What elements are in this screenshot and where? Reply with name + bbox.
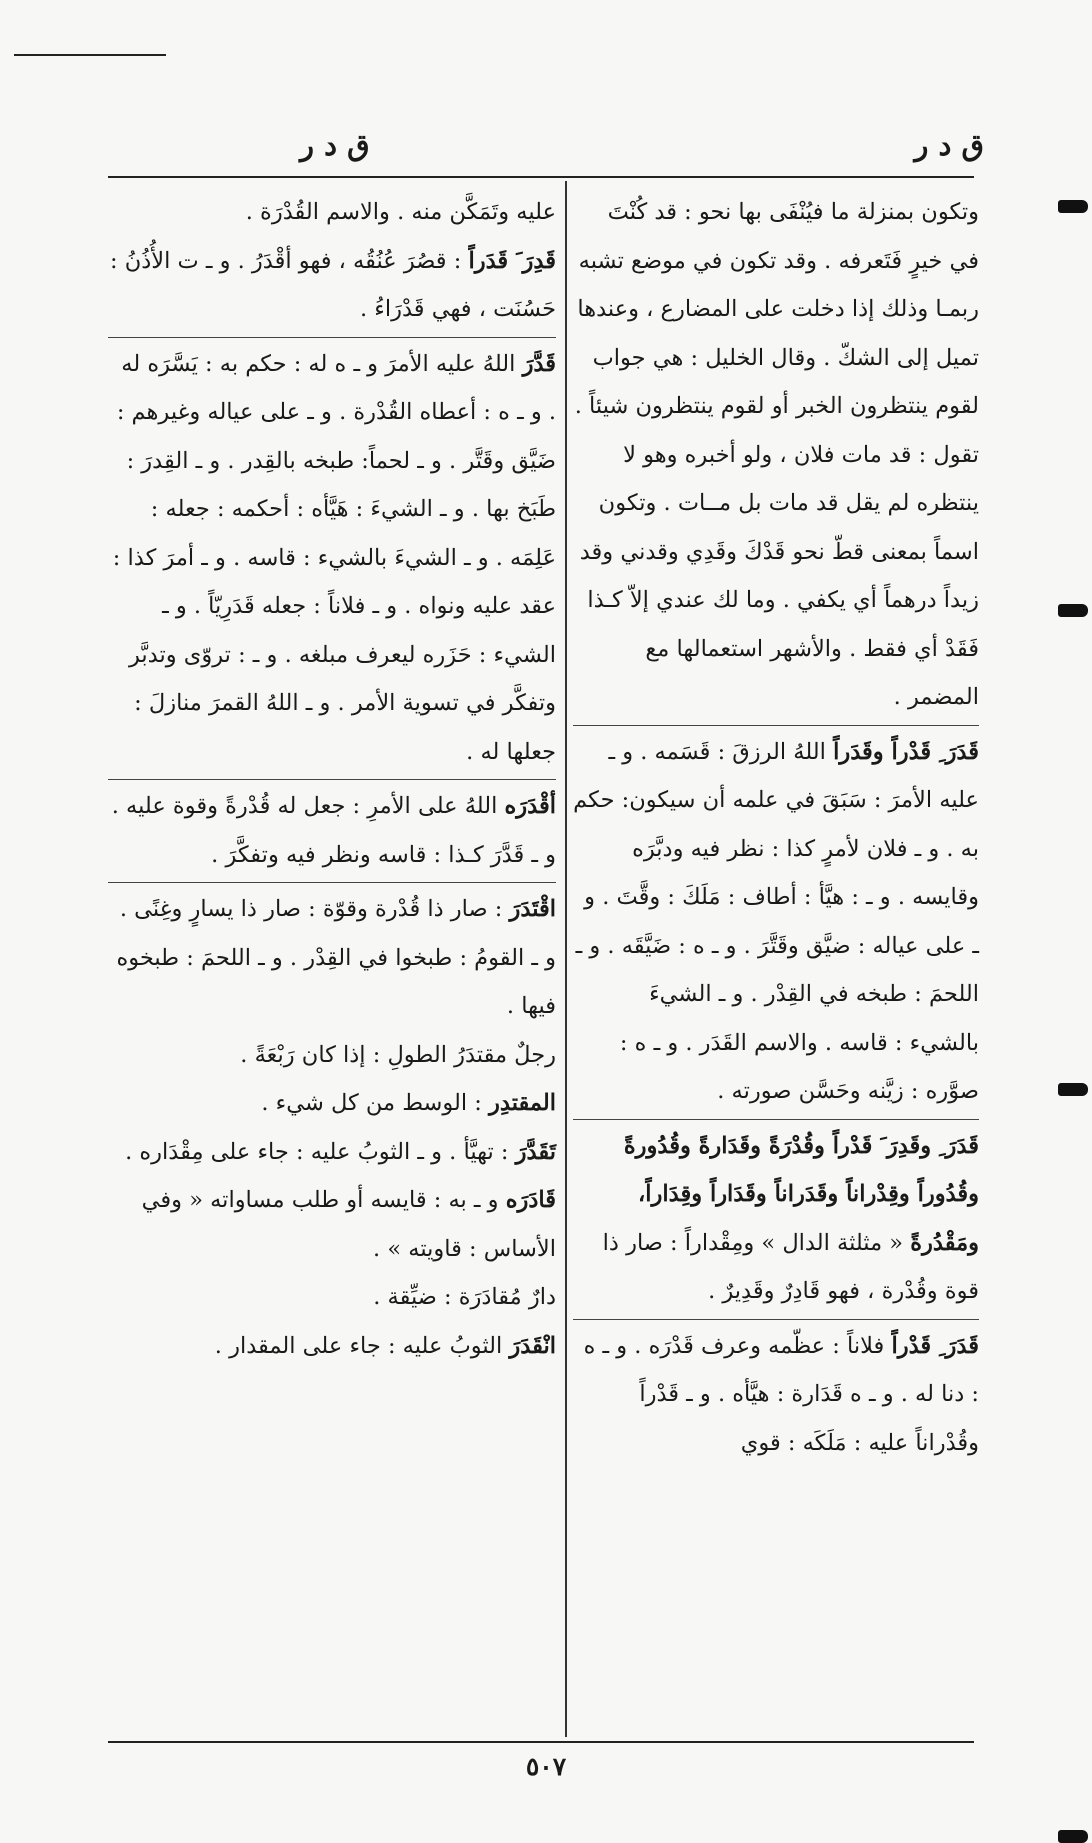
entry-headword: المقتدِر bbox=[489, 1090, 556, 1116]
footer-rule bbox=[108, 1741, 974, 1743]
dictionary-entry bbox=[573, 188, 979, 722]
margin-mark bbox=[1058, 604, 1088, 617]
entry-definition: اللهُ على الأمرِ : جعل له قُدْرةً وقوة عليه . و ـ قَدَّرَ كـذا : قاسه ونظر فيه وتفكَّرَ . bbox=[111, 793, 556, 868]
entry-definition: الثوبُ عليه : جاء على المقدار . bbox=[214, 1332, 503, 1359]
entry-definition: و ـ به : قايسه أو طلب مساواته « وفي الأساس : قاويته » . bbox=[141, 1187, 556, 1262]
entry-headword: أقْدَرَه bbox=[504, 793, 556, 819]
entry-definition: : قصُرَ عُنُقُه ، فهو أقْدَرُ . و ـ ت الأُذُنُ : حَسُنَت ، فهي قَدْرَاءُ . bbox=[110, 247, 556, 322]
entry-definition: اللهُ الرزقَ : قَسَمه . و ـ عليه الأمرَ : سَبَقَ في علمه أن سيكون: حكم به . و ـ فلان لأمرٍ كذا : نظر فيه ودبَّرَه وقايسه . و ـ : هيَّأ : أطاف : مَلَكَ : وقَّتَ . و ـ على عياله : ضيَّق وقَتَّرَ . و ـ ه : ضَيَّقَه . و ـ اللحمَ : طبخه في القِدْر . و ـ الشيءَ بالشيء : قاسه . والاسم القَدَر . و ـ ه : صوَّره : زيَّنه وحَسَّن صورته . bbox=[573, 738, 979, 1104]
entry-headword: قَدَّرَ bbox=[522, 350, 556, 377]
dictionary-entry bbox=[108, 779, 556, 879]
margin-mark bbox=[1058, 1830, 1088, 1843]
entry-definition: اللهُ عليه الأمرَ و ـ ه له : حكم به : يَسَّرَه له . و ـ ه : أعطاه القُدْرة . و ـ على عياله وغيرهم : ضَيَّق وقَتَّر . و ـ لحماً: طبخه بالقِدر . و ـ القِدرَ : طَبَخ بها . و ـ الشيءَ : هَيَّأه : أحكمه : جعله : عَلِمَه . و ـ الشيءَ بالشيء : قاسه . و ـ أمرَ كذا : عقد عليه ونواه . و ـ فلاناً : جعله قَدَرِيّاً . و ـ الشيء : حَزَره ليعرف مبلغه . و ـ : تروّى وتدبَّر وتفكَّر في تسوية الأمر . و ـ اللهُ القمرَ منازلَ : جعلها له . bbox=[112, 350, 556, 765]
dictionary-entry bbox=[108, 1128, 556, 1177]
entry-headword: اقْتَدَرَ bbox=[509, 896, 556, 922]
entry-definition: « مثلثة الدال » ومِقْداراً : صار ذا قوة وقُدْرة ، فهو قَادِرٌ وقَدِيرٌ . bbox=[602, 1229, 979, 1304]
dictionary-entry bbox=[108, 237, 556, 334]
dictionary-entry bbox=[573, 1319, 979, 1468]
entry-definition: فلاناً : عظّمه وعرف قَدْرَه . و ـ ه : دنا له . و ـ ه قَدَارة : هيَّأه . و ـ قَدْراً وقُدْراناً عليه : مَلَكَه : قوي bbox=[583, 1332, 979, 1456]
right-column bbox=[573, 188, 979, 1467]
entry-definition: : تهيَّأ . و ـ الثوبُ عليه : جاء على مِقْدَاره . bbox=[125, 1138, 509, 1165]
dictionary-entry bbox=[108, 1031, 556, 1080]
top-left-rule bbox=[14, 54, 166, 56]
dictionary-entry bbox=[108, 1273, 556, 1322]
entry-headword: انْقَدَرَ bbox=[509, 1332, 556, 1359]
entry-definition: : الوسط من كل شيء . bbox=[261, 1090, 482, 1116]
entry-headword: تَقَدَّرَ bbox=[515, 1138, 556, 1165]
entry-headword: قَدَرَ ِ قَدْراً وقَدَراً bbox=[833, 738, 979, 765]
entry-headword: قَدَرَ ِ وقَدِرَ َ قَدْراً وقُدْرَةً وقَدَارةً وقُدُورةً وقُدُوراً وقِدْراناً وقَدَراناً وقَدَاراً وقِدَاراً، ومَقْدُرةً bbox=[623, 1132, 979, 1256]
dictionary-entry bbox=[108, 1176, 556, 1273]
dictionary-entry bbox=[573, 1119, 979, 1316]
dictionary-entry bbox=[108, 882, 556, 1031]
column-divider bbox=[565, 181, 567, 1737]
margin-mark bbox=[1058, 200, 1088, 213]
margin-mark bbox=[1058, 1083, 1088, 1096]
entry-definition: وتكون بمنزلة ما فيُنْفَى بها نحو : قد كُنْتَ في خيرٍ فَتَعرفه . وقد تكون في موضع تشبه ربمـا وذلك إذا دخلت على المضارع ، وعندها تميل إلى الشكّ . وقال الخليل : هي جواب لقوم ينتظرون الخبر أو لقوم ينتظرون شيئاً . تقول : قد مات فلان ، ولو أخبره وهو لا ينتظره لم يقل قد مات بل مــات . وتكون اسماً بمعنى قطّ نحو قَدْكَ وقَدِي وقدني وقد زيداً درهماً أي يكفي . وما لك عندي إلاّ كـذا فَقَدْ أي فقط . والأشهر استعمالها مع المضمر . bbox=[574, 199, 979, 710]
entry-definition: : صار ذا قُدْرة وقوّة : صار ذا يسارٍ وغِنًى . و ـ القومُ : طبخوا في القِدْر . و ـ اللحمَ : طبخوه فيها . bbox=[116, 896, 556, 1019]
entry-definition: رجلٌ مقتدَرُ الطولِ : إذا كان رَبْعَةً . bbox=[240, 1041, 556, 1068]
dictionary-entry bbox=[108, 1079, 556, 1128]
header-rule bbox=[108, 176, 974, 178]
entry-headword: قَدَرَ ِ قَدْراً bbox=[891, 1332, 979, 1359]
entry-headword: قَادَرَه bbox=[505, 1187, 556, 1213]
entry-definition: دارٌ مُقادَرَة : ضيِّقة . bbox=[373, 1284, 556, 1310]
dictionary-entry bbox=[573, 725, 979, 1116]
entry-headword: قَدِرَ َ قَدَراً bbox=[468, 247, 556, 274]
running-header-right: ق د ر bbox=[914, 128, 984, 162]
dictionary-entry bbox=[108, 188, 556, 237]
dictionary-entry bbox=[108, 337, 556, 777]
dictionary-entry bbox=[108, 1322, 556, 1371]
running-header-left: ق د ر bbox=[300, 128, 370, 162]
left-column bbox=[108, 188, 556, 1370]
entry-definition: عليه وتَمَكَّن منه . والاسم القُدْرَة . bbox=[245, 199, 556, 225]
page-number: ٥٠٧ bbox=[525, 1752, 567, 1781]
